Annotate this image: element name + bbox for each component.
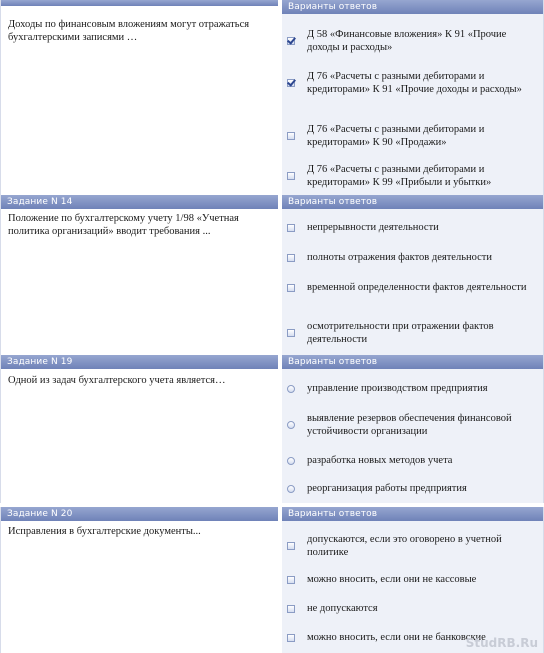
answers-header: Варианты ответов [282,507,543,521]
checkbox[interactable] [287,172,295,180]
question-text: Одной из задач бухгалтерского учета является… [8,375,226,386]
task-14 [0,195,544,355]
checkbox[interactable] [287,329,295,337]
question-panel [0,195,278,355]
answer-text: непрерывности деятельности [307,222,439,233]
radio-button[interactable] [287,385,295,393]
answer-text: реорганизация работы предприятия [307,483,467,494]
answer-text: Д 76 «Расчеты с разными дебиторами и кредиторами» К 99 «Прибыли и убытки» [307,164,492,188]
answer-text: осмотрительности при отражении фактов деятельности [307,321,494,345]
checkbox[interactable] [287,132,295,140]
task-19 [0,355,544,503]
task-20 [0,507,544,653]
answers-panel [282,355,544,503]
answers-panel [282,507,544,653]
answer-text: временной определенности фактов деятельности [307,282,527,293]
answers-panel [282,195,544,355]
checkbox[interactable] [287,634,295,642]
checkbox[interactable] [287,576,295,584]
answer-text: управление производством предприятия [307,383,488,394]
checkbox[interactable] [287,254,295,262]
answer-option[interactable] [287,382,539,395]
answer-text: можно вносить, если они не кассовые [307,574,477,585]
question-text: Доходы по финансовым вложениям могут отражаться бухгалтерскими записями … [8,19,250,43]
answers-header: Варианты ответов [282,355,543,369]
radio-button[interactable] [287,485,295,493]
answer-option[interactable] [287,482,539,495]
question-panel [0,0,278,195]
answer-option[interactable] [287,533,539,559]
answer-text: разработка новых методов учета [307,455,453,466]
watermark: StudRB.Ru [465,636,538,650]
answer-text: Д 58 «Финансовые вложения» К 91 «Прочие доходы и расходы» [307,29,507,53]
question-text: Исправления в бухгалтерские документы... [8,526,201,537]
answers-panel [282,0,544,195]
task-header: Задание N 19 [1,355,278,369]
checkbox-checked[interactable] [287,37,295,45]
answer-text: полноты отражения фактов деятельности [307,252,492,263]
answer-option[interactable] [287,573,539,586]
answer-option[interactable] [287,320,539,346]
answer-text: не допускаются [307,603,378,614]
question-text: Положение по бухгалтерскому учету 1/98 «Учетная политика организаций» вводит требования ... [8,213,239,237]
answer-option[interactable] [287,251,539,264]
checkbox[interactable] [287,284,295,292]
answer-option[interactable] [287,163,539,189]
radio-button[interactable] [287,457,295,465]
checkbox[interactable] [287,224,295,232]
answer-text: выявление резервов обеспечения финансовой устойчивости организации [307,413,512,437]
answer-text: можно вносить, если они не банковские [307,632,486,643]
answer-option[interactable] [287,602,539,615]
task-header: Задание N 20 [1,507,278,521]
radio-button[interactable] [287,421,295,429]
answers-header: Варианты ответов [282,195,543,209]
answer-option[interactable] [287,123,539,149]
answer-option[interactable] [287,281,539,294]
answer-option[interactable] [287,412,539,438]
answer-text: Д 76 «Расчеты с разными дебиторами и кредиторами» К 90 «Продажи» [307,124,485,148]
answer-option[interactable] [287,28,539,54]
answer-option[interactable] [287,221,539,234]
checkbox[interactable] [287,605,295,613]
question-panel [0,507,278,653]
checkbox-checked[interactable] [287,79,295,87]
answers-header: Варианты ответов [282,0,543,14]
checkbox[interactable] [287,542,295,550]
question-panel [0,355,278,503]
answer-text: допускаются, если это оговорено в учетной политике [307,534,502,558]
answer-option[interactable] [287,70,539,96]
task-13 [0,0,544,195]
answer-text: Д 76 «Расчеты с разными дебиторами и кредиторами» К 91 «Прочие доходы и расходы» [307,71,522,95]
task-header: Задание N 14 [1,195,278,209]
answer-option[interactable] [287,454,539,467]
